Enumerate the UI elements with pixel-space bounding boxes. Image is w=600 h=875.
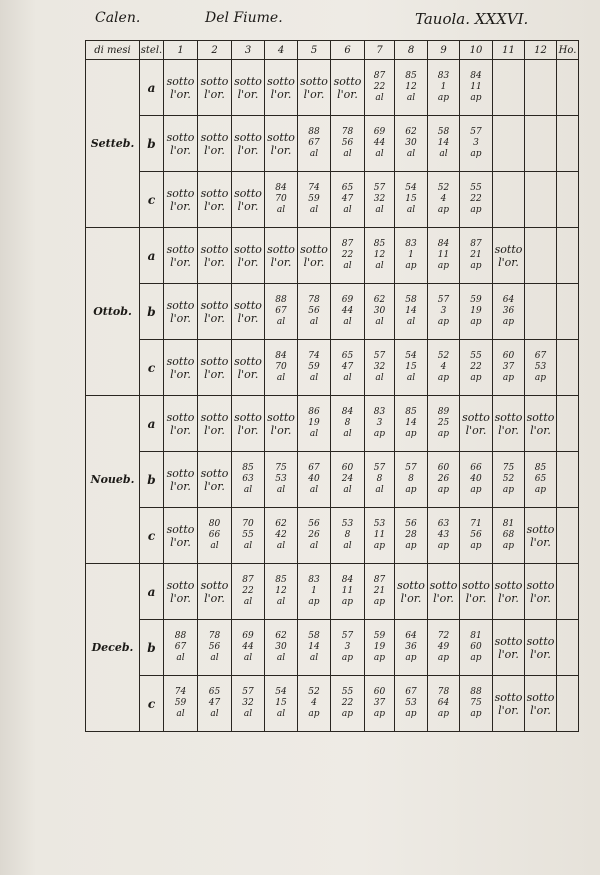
table-cell: 67 40 al [298,452,331,508]
table-cell: sotto l'or. [493,564,525,620]
table-cell: sotto l'or. [198,172,232,228]
page-header [0,10,600,34]
table-cell [557,340,579,396]
table-row [86,676,579,732]
table-cell: 83 3 ap [365,396,395,452]
table-cell: 62 30 al [265,620,298,676]
table-cell: 62 42 al [265,508,298,564]
table-cell: 63 43 ap [428,508,460,564]
table-cell: 85 65 ap [525,452,557,508]
column-header: stel. [140,41,164,60]
table-cell [493,116,525,172]
table-cell: sotto l'or. [164,396,198,452]
table-cell: 62 30 al [365,284,395,340]
table-cell: 57 32 al [232,676,265,732]
table-cell: 57 3 ap [428,284,460,340]
table-row [86,284,579,340]
stel-label: c [140,340,164,396]
table-cell: 88 67 al [298,116,331,172]
table-cell: 85 14 ap [395,396,428,452]
table-cell: sotto l'or. [525,676,557,732]
column-header: 5 [298,41,331,60]
table-cell: sotto l'or. [232,340,265,396]
table-cell: 86 19 al [298,396,331,452]
table-cell: sotto l'or. [395,564,428,620]
table-cell [557,116,579,172]
table-row [86,340,579,396]
stel-label: b [140,620,164,676]
table-cell: 69 44 al [331,284,365,340]
table-cell: 88 75 ap [460,676,493,732]
table-cell: 57 32 al [365,340,395,396]
table-cell [525,284,557,340]
stel-label: c [140,172,164,228]
header-right: Tauola. XXXVI. [415,10,529,28]
table-cell: sotto l'or. [232,284,265,340]
stel-label: c [140,676,164,732]
table-cell: 83 1 ap [428,60,460,116]
table-cell: 57 3 ap [460,116,493,172]
table-cell: sotto l'or. [164,116,198,172]
column-header: 10 [460,41,493,60]
table-cell: 52 4 ap [428,172,460,228]
table-cell: sotto l'or. [232,228,265,284]
table-cell: sotto l'or. [265,60,298,116]
table-cell: 88 67 al [164,620,198,676]
table-cell: 69 44 al [232,620,265,676]
table-cell: sotto l'or. [198,284,232,340]
table-cell: 85 12 al [265,564,298,620]
table-row [86,620,579,676]
stel-label: a [140,228,164,284]
table-cell: 81 68 ap [493,508,525,564]
table-cell: sotto l'or. [164,508,198,564]
table-cell: 52 4 ap [298,676,331,732]
table-cell: 74 59 al [164,676,198,732]
table-cell: 72 49 ap [428,620,460,676]
table-cell: 71 56 ap [460,508,493,564]
table-cell: 78 64 ap [428,676,460,732]
stel-label: b [140,452,164,508]
table-cell: sotto l'or. [298,60,331,116]
table-cell: 85 63 al [232,452,265,508]
table-row [86,396,579,452]
stel-label: c [140,508,164,564]
table-cell: 55 22 ap [460,340,493,396]
column-header: 2 [198,41,232,60]
table-cell: 78 56 al [198,620,232,676]
column-header: 4 [265,41,298,60]
table-row [86,60,579,116]
table-cell: 59 19 ap [365,620,395,676]
stel-label: a [140,564,164,620]
table-cell: sotto l'or. [164,452,198,508]
table-cell: sotto l'or. [232,116,265,172]
table-cell: 67 53 ap [395,676,428,732]
table-cell: sotto l'or. [198,564,232,620]
stel-label: a [140,396,164,452]
table-cell: 78 56 al [298,284,331,340]
table-cell: 85 12 al [365,228,395,284]
table-cell: sotto l'or. [164,564,198,620]
table-cell: 54 15 al [265,676,298,732]
table-cell: sotto l'or. [525,620,557,676]
table-cell: 55 22 ap [460,172,493,228]
table-cell: 57 32 al [365,172,395,228]
table-cell [525,116,557,172]
calendar-table [85,40,579,732]
table-cell: 64 36 ap [493,284,525,340]
table-cell: sotto l'or. [525,564,557,620]
column-header: 3 [232,41,265,60]
table-cell: sotto l'or. [164,284,198,340]
table-cell: 60 37 ap [365,676,395,732]
table-cell: 81 60 ap [460,620,493,676]
month-label: Deceb. [86,564,140,732]
table-cell: 84 70 al [265,172,298,228]
table-cell: 84 11 ap [460,60,493,116]
table-cell: 84 11 ap [428,228,460,284]
table-cell: 58 14 al [428,116,460,172]
column-header: 1 [164,41,198,60]
table-cell: sotto l'or. [164,340,198,396]
table-cell: 60 24 al [331,452,365,508]
table-cell: 83 1 ap [395,228,428,284]
column-header: 11 [493,41,525,60]
table-cell: sotto l'or. [164,60,198,116]
table-cell: sotto l'or. [525,396,557,452]
column-header: di mesi [86,41,140,60]
table-cell: 75 53 al [265,452,298,508]
table-cell: 56 28 ap [395,508,428,564]
table-cell: sotto l'or. [460,396,493,452]
column-header: 12 [525,41,557,60]
table-cell: 80 66 al [198,508,232,564]
table-cell: 64 36 ap [395,620,428,676]
table-cell: 74 59 al [298,340,331,396]
table-cell: sotto l'or. [265,396,298,452]
table-cell: 67 53 ap [525,340,557,396]
table-cell: 84 8 al [331,396,365,452]
table-cell: sotto l'or. [493,228,525,284]
table-cell: 54 15 al [395,340,428,396]
table-cell: sotto l'or. [198,116,232,172]
table-cell: 85 12 al [395,60,428,116]
table-cell: 66 40 ap [460,452,493,508]
table-cell: sotto l'or. [198,396,232,452]
table-cell: sotto l'or. [164,172,198,228]
table-cell: 84 11 ap [331,564,365,620]
table-row [86,508,579,564]
table-cell: 75 52 ap [493,452,525,508]
table-cell: 62 30 al [395,116,428,172]
table-cell [493,172,525,228]
column-header: 8 [395,41,428,60]
table-cell: 56 26 al [298,508,331,564]
table-row [86,228,579,284]
header-row [86,41,579,60]
month-label: Noueb. [86,396,140,564]
table-cell [557,564,579,620]
table-cell [557,172,579,228]
table-cell: sotto l'or. [428,564,460,620]
table-cell: 53 8 al [331,508,365,564]
table-cell: 87 21 ap [365,564,395,620]
table-cell: 65 47 al [198,676,232,732]
table-cell [557,508,579,564]
table-cell [557,676,579,732]
table-cell: sotto l'or. [198,452,232,508]
table-cell: sotto l'or. [232,60,265,116]
header-middle: Del Fiume. [205,10,283,26]
table-cell: 57 8 ap [395,452,428,508]
table-cell: sotto l'or. [493,676,525,732]
table-cell: 87 22 al [331,228,365,284]
table-cell: 58 14 al [395,284,428,340]
table-cell [557,284,579,340]
table-row [86,172,579,228]
table-cell: sotto l'or. [265,116,298,172]
table-cell: 87 21 ap [460,228,493,284]
month-label: Setteb. [86,60,140,228]
table-cell: 59 19 ap [460,284,493,340]
table-cell: 60 26 ap [428,452,460,508]
table-cell: 58 14 al [298,620,331,676]
column-header: Ho. [557,41,579,60]
table-cell: 84 70 al [265,340,298,396]
stel-label: b [140,116,164,172]
table-cell: 52 4 ap [428,340,460,396]
table-row [86,452,579,508]
column-header: 9 [428,41,460,60]
table-cell: 57 3 ap [331,620,365,676]
table-cell: sotto l'or. [493,620,525,676]
table-cell [525,172,557,228]
table-cell: sotto l'or. [298,228,331,284]
header-left: Calen. [95,10,141,26]
table-cell [525,228,557,284]
table-cell: 89 25 ap [428,396,460,452]
table-cell: sotto l'or. [164,228,198,284]
table-cell: 78 56 al [331,116,365,172]
table-cell: 55 22 ap [331,676,365,732]
column-header: 6 [331,41,365,60]
table-cell: sotto l'or. [525,508,557,564]
table-cell: 87 22 al [232,564,265,620]
table-cell: 65 47 al [331,172,365,228]
table-cell: sotto l'or. [198,340,232,396]
table-cell [557,452,579,508]
table-cell: 70 55 al [232,508,265,564]
table-cell: sotto l'or. [493,396,525,452]
table-cell: 83 1 ap [298,564,331,620]
table-cell: 88 67 al [265,284,298,340]
table-cell: sotto l'or. [198,60,232,116]
table-cell: 87 22 al [365,60,395,116]
column-header: 7 [365,41,395,60]
table-row [86,564,579,620]
table-cell: sotto l'or. [460,564,493,620]
table-cell: 69 44 al [365,116,395,172]
table-cell: sotto l'or. [232,396,265,452]
table-cell [557,396,579,452]
table-cell [557,228,579,284]
table-cell: 65 47 al [331,340,365,396]
table-cell: sotto l'or. [198,228,232,284]
month-label: Ottob. [86,228,140,396]
stel-label: a [140,60,164,116]
table-cell [557,60,579,116]
table-cell: 54 15 al [395,172,428,228]
stel-label: b [140,284,164,340]
table-cell: 74 59 al [298,172,331,228]
table-cell [493,60,525,116]
table-cell: 57 8 al [365,452,395,508]
table-cell: sotto l'or. [265,228,298,284]
table-row [86,116,579,172]
table-cell [525,60,557,116]
table-cell: 60 37 ap [493,340,525,396]
table-cell: sotto l'or. [232,172,265,228]
table-cell: 53 11 ap [365,508,395,564]
table-cell: sotto l'or. [331,60,365,116]
table-cell [557,620,579,676]
